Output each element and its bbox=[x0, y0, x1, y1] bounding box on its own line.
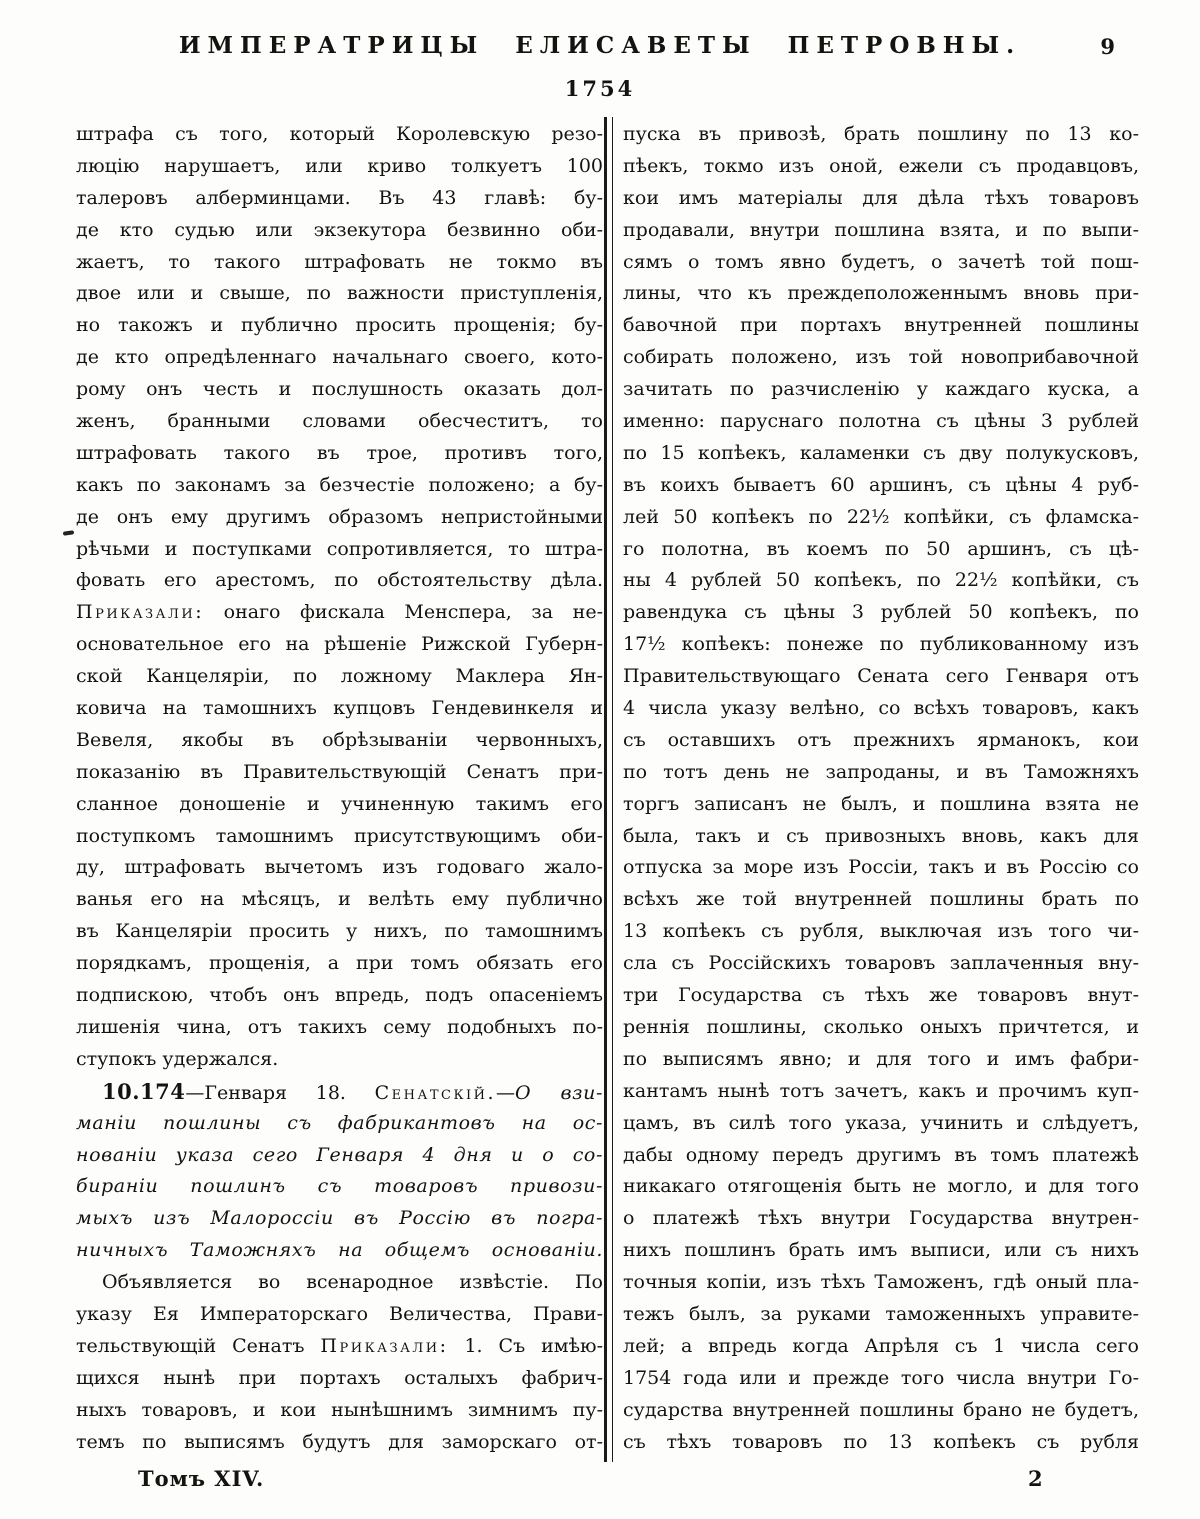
text-line: Объявляется во всенародное извѣстіе. По bbox=[102, 1271, 603, 1294]
text-line: штрафовать такого въ трое, противъ того, bbox=[76, 441, 603, 464]
text-line: сланное доношеніе и учиненную такимъ его bbox=[76, 792, 603, 815]
text-line: маніи пошлины съ фабрикантовъ на ос- bbox=[76, 1111, 603, 1134]
text-line: основательное его на рѣшеніе Рижской Губерн- bbox=[76, 633, 603, 656]
text-line: продавали, внутри пошлина взята, и по выпи- bbox=[623, 218, 1139, 241]
running-head bbox=[0, 32, 1200, 66]
left-text-column bbox=[76, 119, 603, 1458]
text-line: 13 копѣекъ съ рубля, выключая изъ того чи- bbox=[623, 920, 1139, 943]
text-line: кои имъ матеріалы для дѣла тѣхъ товаровъ bbox=[623, 186, 1139, 209]
text-line: три Государства съ тѣхъ же товаровъ внут- bbox=[623, 984, 1139, 1007]
text-line: сямъ о томъ явно будетъ, о зачетѣ той пош- bbox=[623, 250, 1139, 273]
text-line: двое или и свыше, по важности приступленія, bbox=[76, 282, 603, 305]
text-line: ничныхъ Таможняхъ на общемъ основаніи. bbox=[76, 1239, 603, 1262]
margin-ink-artifact bbox=[63, 530, 74, 535]
text-line: собирать положено, изъ той новоприбавочной bbox=[623, 346, 1139, 369]
text-line: де кто опредѣленнаго начальнаго своего, кото- bbox=[76, 346, 603, 369]
text-line: съ тѣхъ товаровъ по 13 копѣекъ съ рубля bbox=[623, 1430, 1139, 1453]
text-line: ступокъ удержался. bbox=[76, 1047, 279, 1070]
text-line: 10.174—Генваря 18. Сенатскій.—О взи- bbox=[102, 1078, 603, 1104]
text-line: тельствующій Сенатъ Приказали: 1. Съ имѣю- bbox=[76, 1334, 603, 1357]
text-line: реннія пошлины, сколько оныхъ причтется, и bbox=[623, 1015, 1139, 1038]
text-line: 17½ копѣекъ: понеже по публикованному изъ bbox=[623, 633, 1139, 656]
volume-label: Томъ XIV. bbox=[138, 1466, 265, 1491]
text-line: лины, что къ преждеположеннымъ вновь при- bbox=[623, 282, 1139, 305]
text-line: ской Канцеляріи, по ложному Маклера Ян- bbox=[76, 665, 603, 688]
text-line: въ коихъ бываетъ 60 аршинъ, съ цѣны 4 руб- bbox=[623, 473, 1139, 496]
text-line: тежъ былъ, за руками таможенныхъ управите- bbox=[623, 1302, 1139, 1325]
page-title: ИМПЕРАТРИЦЫ ЕЛИСАВЕТЫ ПЕТРОВНЫ. bbox=[178, 32, 1022, 59]
text-line: порядкамъ, прощенія, а при томъ обязать его bbox=[76, 952, 603, 975]
text-line: темъ по выписямъ будутъ для заморскаго от- bbox=[76, 1430, 603, 1453]
text-line: ду, штрафовать вычетомъ изъ годоваго жало- bbox=[76, 856, 603, 879]
text-line: Приказали: онаго фискала Менспера, за не- bbox=[76, 601, 603, 624]
text-line: нованіи указа сего Генваря 4 дня и о со- bbox=[76, 1143, 603, 1166]
right-text-column bbox=[623, 119, 1139, 1458]
text-line: торгъ записанъ не былъ, и пошлина взята не bbox=[623, 792, 1139, 815]
text-line: штрафа съ того, который Королевскую резо- bbox=[76, 123, 603, 145]
text-line: ковича на тамошнихъ купцовъ Гендевинкеля и bbox=[76, 697, 603, 720]
text-line: женъ, бранными словами обесчеститъ, то bbox=[76, 410, 603, 433]
text-line: люцію нарушаетъ, или криво толкуетъ 100 bbox=[76, 154, 603, 177]
text-line: рѣчьми и поступками сопротивляется, то штра- bbox=[76, 537, 603, 560]
text-line: кантамъ нынѣ тотъ зачетъ, какъ и прочимъ куп- bbox=[623, 1079, 1139, 1102]
text-line: талеровъ алберминцами. Въ 43 главѣ: бу- bbox=[76, 186, 603, 209]
text-line: ныхъ товаровъ, и кои нынѣшнимъ зимнимъ пу- bbox=[76, 1398, 603, 1421]
text-line: рому онъ честь и послушность оказать дол- bbox=[76, 378, 603, 401]
text-line: ны 4 рублей 50 копѣекъ, по 22½ копѣйки, съ bbox=[623, 569, 1139, 592]
text-line: лей; а впредь когда Апрѣля съ 1 числа сего bbox=[623, 1334, 1139, 1357]
text-line: всѣхъ же той внутренней пошлины брать по bbox=[623, 888, 1139, 911]
text-line: дабы одному передъ другимъ въ томъ платежѣ bbox=[623, 1143, 1139, 1166]
text-line: нихъ пошлинъ брать имъ выписи, или съ нихъ bbox=[623, 1239, 1139, 1262]
text-line: никакаго отягощенія быть не могло, и для того bbox=[623, 1175, 1139, 1198]
text-line: лишенія чина, отъ такихъ сему подобныхъ по- bbox=[76, 1015, 603, 1038]
text-line: 1754 года или и прежде того числа внутри Го- bbox=[623, 1366, 1139, 1389]
text-line: точныя копіи, изъ тѣхъ Таможенъ, гдѣ оный пла- bbox=[623, 1271, 1139, 1294]
text-line: равендука съ цѣны 3 рублей 50 копѣекъ, по bbox=[623, 601, 1139, 624]
text-line: поступкомъ тамошнимъ присутствующимъ оби- bbox=[76, 824, 603, 847]
text-line: цамъ, въ силѣ того указа, учинить и слѣдуетъ, bbox=[623, 1111, 1139, 1134]
text-line: но такожъ и публично просить прощенія; бу- bbox=[76, 314, 603, 337]
text-line: зачитать по разчисленію у каждаго куска, а bbox=[623, 378, 1139, 401]
text-line: мыхъ изъ Малороссіи въ Россію въ погра- bbox=[76, 1207, 603, 1230]
text-line: 4 числа указу велѣно, со всѣхъ товаровъ, какъ bbox=[623, 697, 1139, 720]
text-line: го полотна, въ коемъ по 50 аршинъ, съ цѣ- bbox=[623, 537, 1139, 560]
text-line: въ Канцеляріи просить у нихъ, по тамошнимъ bbox=[76, 920, 603, 943]
text-line: по 15 копѣекъ, каламенки съ дву полукусковъ, bbox=[623, 441, 1139, 464]
sheet-signature-number: 2 bbox=[1028, 1466, 1043, 1491]
text-line: подпискою, чтобъ онъ впредь, подъ опасеніемъ bbox=[76, 984, 603, 1007]
text-line: по выписямъ явно; и для того и имъ фабри- bbox=[623, 1047, 1139, 1070]
text-line: Вевеля, якобы въ обрѣзываніи червонныхъ, bbox=[76, 728, 603, 751]
text-line: пуска въ привозѣ, брать пошлину по 13 ко- bbox=[623, 123, 1139, 145]
text-line: пѣекъ, токмо изъ оной, ежели съ продавцовъ, bbox=[623, 154, 1139, 177]
text-line: показанію въ Правительствующій Сенатъ при- bbox=[76, 760, 603, 783]
text-line: указу Ея Императорскаго Величества, Прави- bbox=[76, 1302, 603, 1325]
text-line: была, такъ и съ привозныхъ вновь, какъ для bbox=[623, 824, 1139, 847]
text-line: о платежѣ тѣхъ внутри Государства внутрен- bbox=[623, 1207, 1139, 1230]
text-line: Правительствующаго Сената сего Генваря отъ bbox=[623, 665, 1139, 688]
text-line: лей 50 копѣекъ по 22½ копѣйки, съ фламска- bbox=[623, 505, 1139, 528]
page-number: 9 bbox=[1100, 34, 1115, 59]
column-divider-rule bbox=[604, 117, 613, 1462]
year-heading: 1754 bbox=[564, 76, 636, 101]
text-line: бавочной при портахъ внутренней пошлины bbox=[623, 314, 1139, 337]
text-line: отпуска за море изъ Россіи, такъ и въ Россію со bbox=[623, 856, 1139, 879]
text-line: именно: паруснаго полотна съ цѣны 3 рублей bbox=[623, 410, 1139, 433]
text-line: сударства внутренней пошлины брано не будетъ, bbox=[623, 1398, 1139, 1421]
text-line: сла съ Россійскихъ товаровъ заплаченныя вну- bbox=[623, 952, 1139, 975]
text-line: по тотъ день не запроданы, и въ Таможняхъ bbox=[623, 760, 1139, 783]
text-line: де кто судью или экзекутора безвинно оби- bbox=[76, 218, 603, 241]
text-line: ванья его на мѣсяцъ, и велѣть ему публично bbox=[76, 888, 603, 911]
text-line: съ оставшихъ отъ прежнихъ ярманокъ, кои bbox=[623, 728, 1139, 751]
text-line: бираніи пошлинъ съ товаровъ привози- bbox=[76, 1175, 603, 1198]
text-line: де онъ ему другимъ образомъ непристойными bbox=[76, 505, 603, 528]
text-line: фовать его арестомъ, по обстоятельству дѣла. bbox=[76, 569, 603, 592]
text-line: щихся нынѣ при портахъ осталыхъ фабрич- bbox=[76, 1366, 603, 1389]
text-line: жаетъ, то такого штрафовать не токмо въ bbox=[76, 250, 603, 273]
text-line: какъ по законамъ за безчестіе положено; а бу- bbox=[76, 473, 603, 496]
